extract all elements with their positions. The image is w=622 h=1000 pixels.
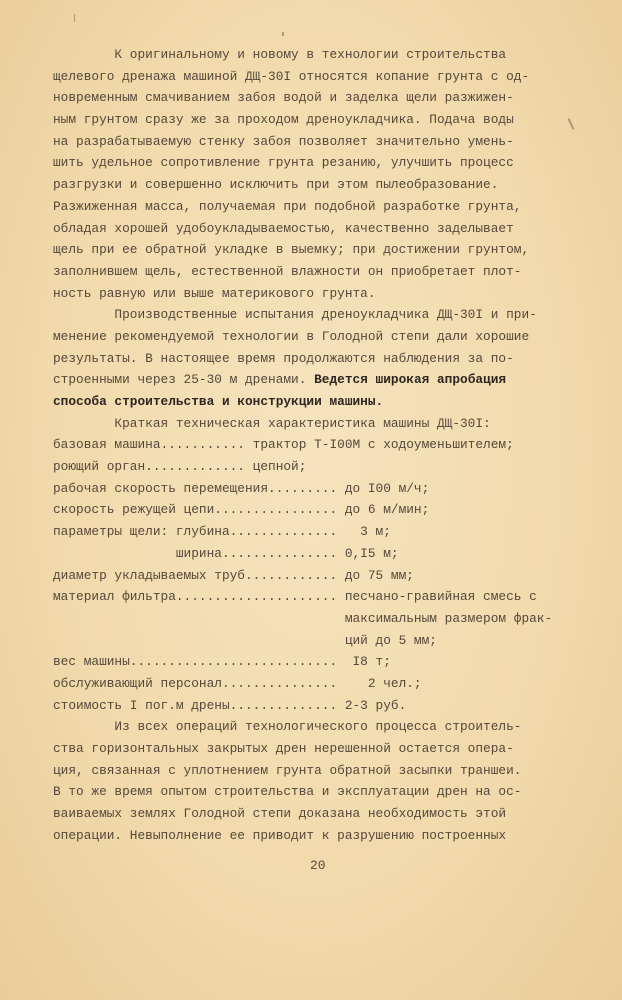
text-line: операции. Невыполнение ее приводит к разрушению построенных xyxy=(53,827,507,843)
text-line: ным грунтом сразу же за проходом дреноукладчика. Подача воды xyxy=(53,112,514,128)
text-line: щелевого дренажа машиной ДЩ-30I относятся копание грунта с од- xyxy=(53,68,530,84)
spec-line: базовая машина........... трактор Т-I00М с ходоуменьшителем; xyxy=(53,437,514,453)
text-line: К оригинальному и новому в технологии строительства xyxy=(53,47,507,62)
text-line: менение рекомендуемой технологии в Голодной степи дали хорошие xyxy=(53,328,530,344)
spec-line: ширина............... 0,I5 м; xyxy=(53,545,399,561)
text-line: В то же время опытом строительства и эксплуатации дрен на ос- xyxy=(53,784,522,800)
text-line: Разжиженная масса, получаемая при подобной разработке грунта, xyxy=(53,198,522,214)
text-line-mixed xyxy=(53,369,613,391)
text-line: новременным смачиванием забоя водой и заделка щели разжижен- xyxy=(53,90,514,106)
text-line-normal: строенными через 25-30 м дренами. xyxy=(53,372,315,388)
bold-text: Ведется широкая апробация xyxy=(314,372,507,388)
spec-line: рабочая скорость перемещения......... до I00 м/ч; xyxy=(53,480,430,496)
spec-line: максимальным размером фрак- xyxy=(53,610,553,626)
text-line: на разрабатываемую стенку забоя позволяет значительно умень- xyxy=(53,133,514,149)
spec-line: диаметр укладываемых труб............ до 75 мм; xyxy=(53,567,414,583)
text-line: заполнившем щель, естественной влажности он приобретает плот- xyxy=(53,263,522,279)
paper-speck xyxy=(282,32,284,36)
text-line: Из всех операций технологического процесса строитель- xyxy=(53,719,522,735)
text-line: Производственные испытания дреноукладчика ДЩ-30I и при- xyxy=(53,307,537,323)
spec-line: обслуживающий персонал............... 2 чел.; xyxy=(53,675,422,691)
text-line: ства горизонтальных закрытых дрен нерешенной остается опера- xyxy=(53,741,514,756)
text-line: ваиваемых землях Голодной степи доказана необходимость этой xyxy=(53,806,507,822)
spec-line: ций до 5 мм; xyxy=(53,632,437,648)
text-line: ция, связанная с уплотнением грунта обратной засыпки траншеи. xyxy=(53,762,522,778)
text-line: разгрузки и совершенно исключить при этом пылеобразование. xyxy=(53,177,499,193)
bold-text-line: способа строительства и конструкции машины. xyxy=(53,394,384,409)
spec-line: вес машины........................... I8 т; xyxy=(53,654,391,670)
text-line: обладая хорошей удобоукладываемостью, качественно заделывает xyxy=(53,220,514,236)
spec-line: стоимость I пог.м дрены.............. 2-3 руб. xyxy=(53,697,407,713)
spec-line: скорость режущей цепи................ до 6 м/мин; xyxy=(53,502,430,518)
spec-line: роющий орган............. цепной; xyxy=(53,459,307,475)
paper-speck xyxy=(74,14,75,22)
page-number: 20 xyxy=(310,858,326,873)
text-line: шить удельное сопротивление грунта резанию, улучшить процесс xyxy=(53,155,514,171)
text-line: результаты. В настоящее время продолжаются наблюдения за по- xyxy=(53,350,514,366)
text-line: Краткая техническая характеристика машины ДЩ-30I: xyxy=(53,415,491,431)
text-line: ность равную или выше материкового грунта. xyxy=(53,285,376,301)
spec-line: материал фильтра..................... песчано-гравийная смесь с xyxy=(53,589,537,605)
spec-line: параметры щели: глубина.............. 3 м; xyxy=(53,524,391,540)
document-body xyxy=(53,44,613,846)
text-line: щель при ее обратной укладке в выемку; при достижении грунтом, xyxy=(53,242,530,258)
